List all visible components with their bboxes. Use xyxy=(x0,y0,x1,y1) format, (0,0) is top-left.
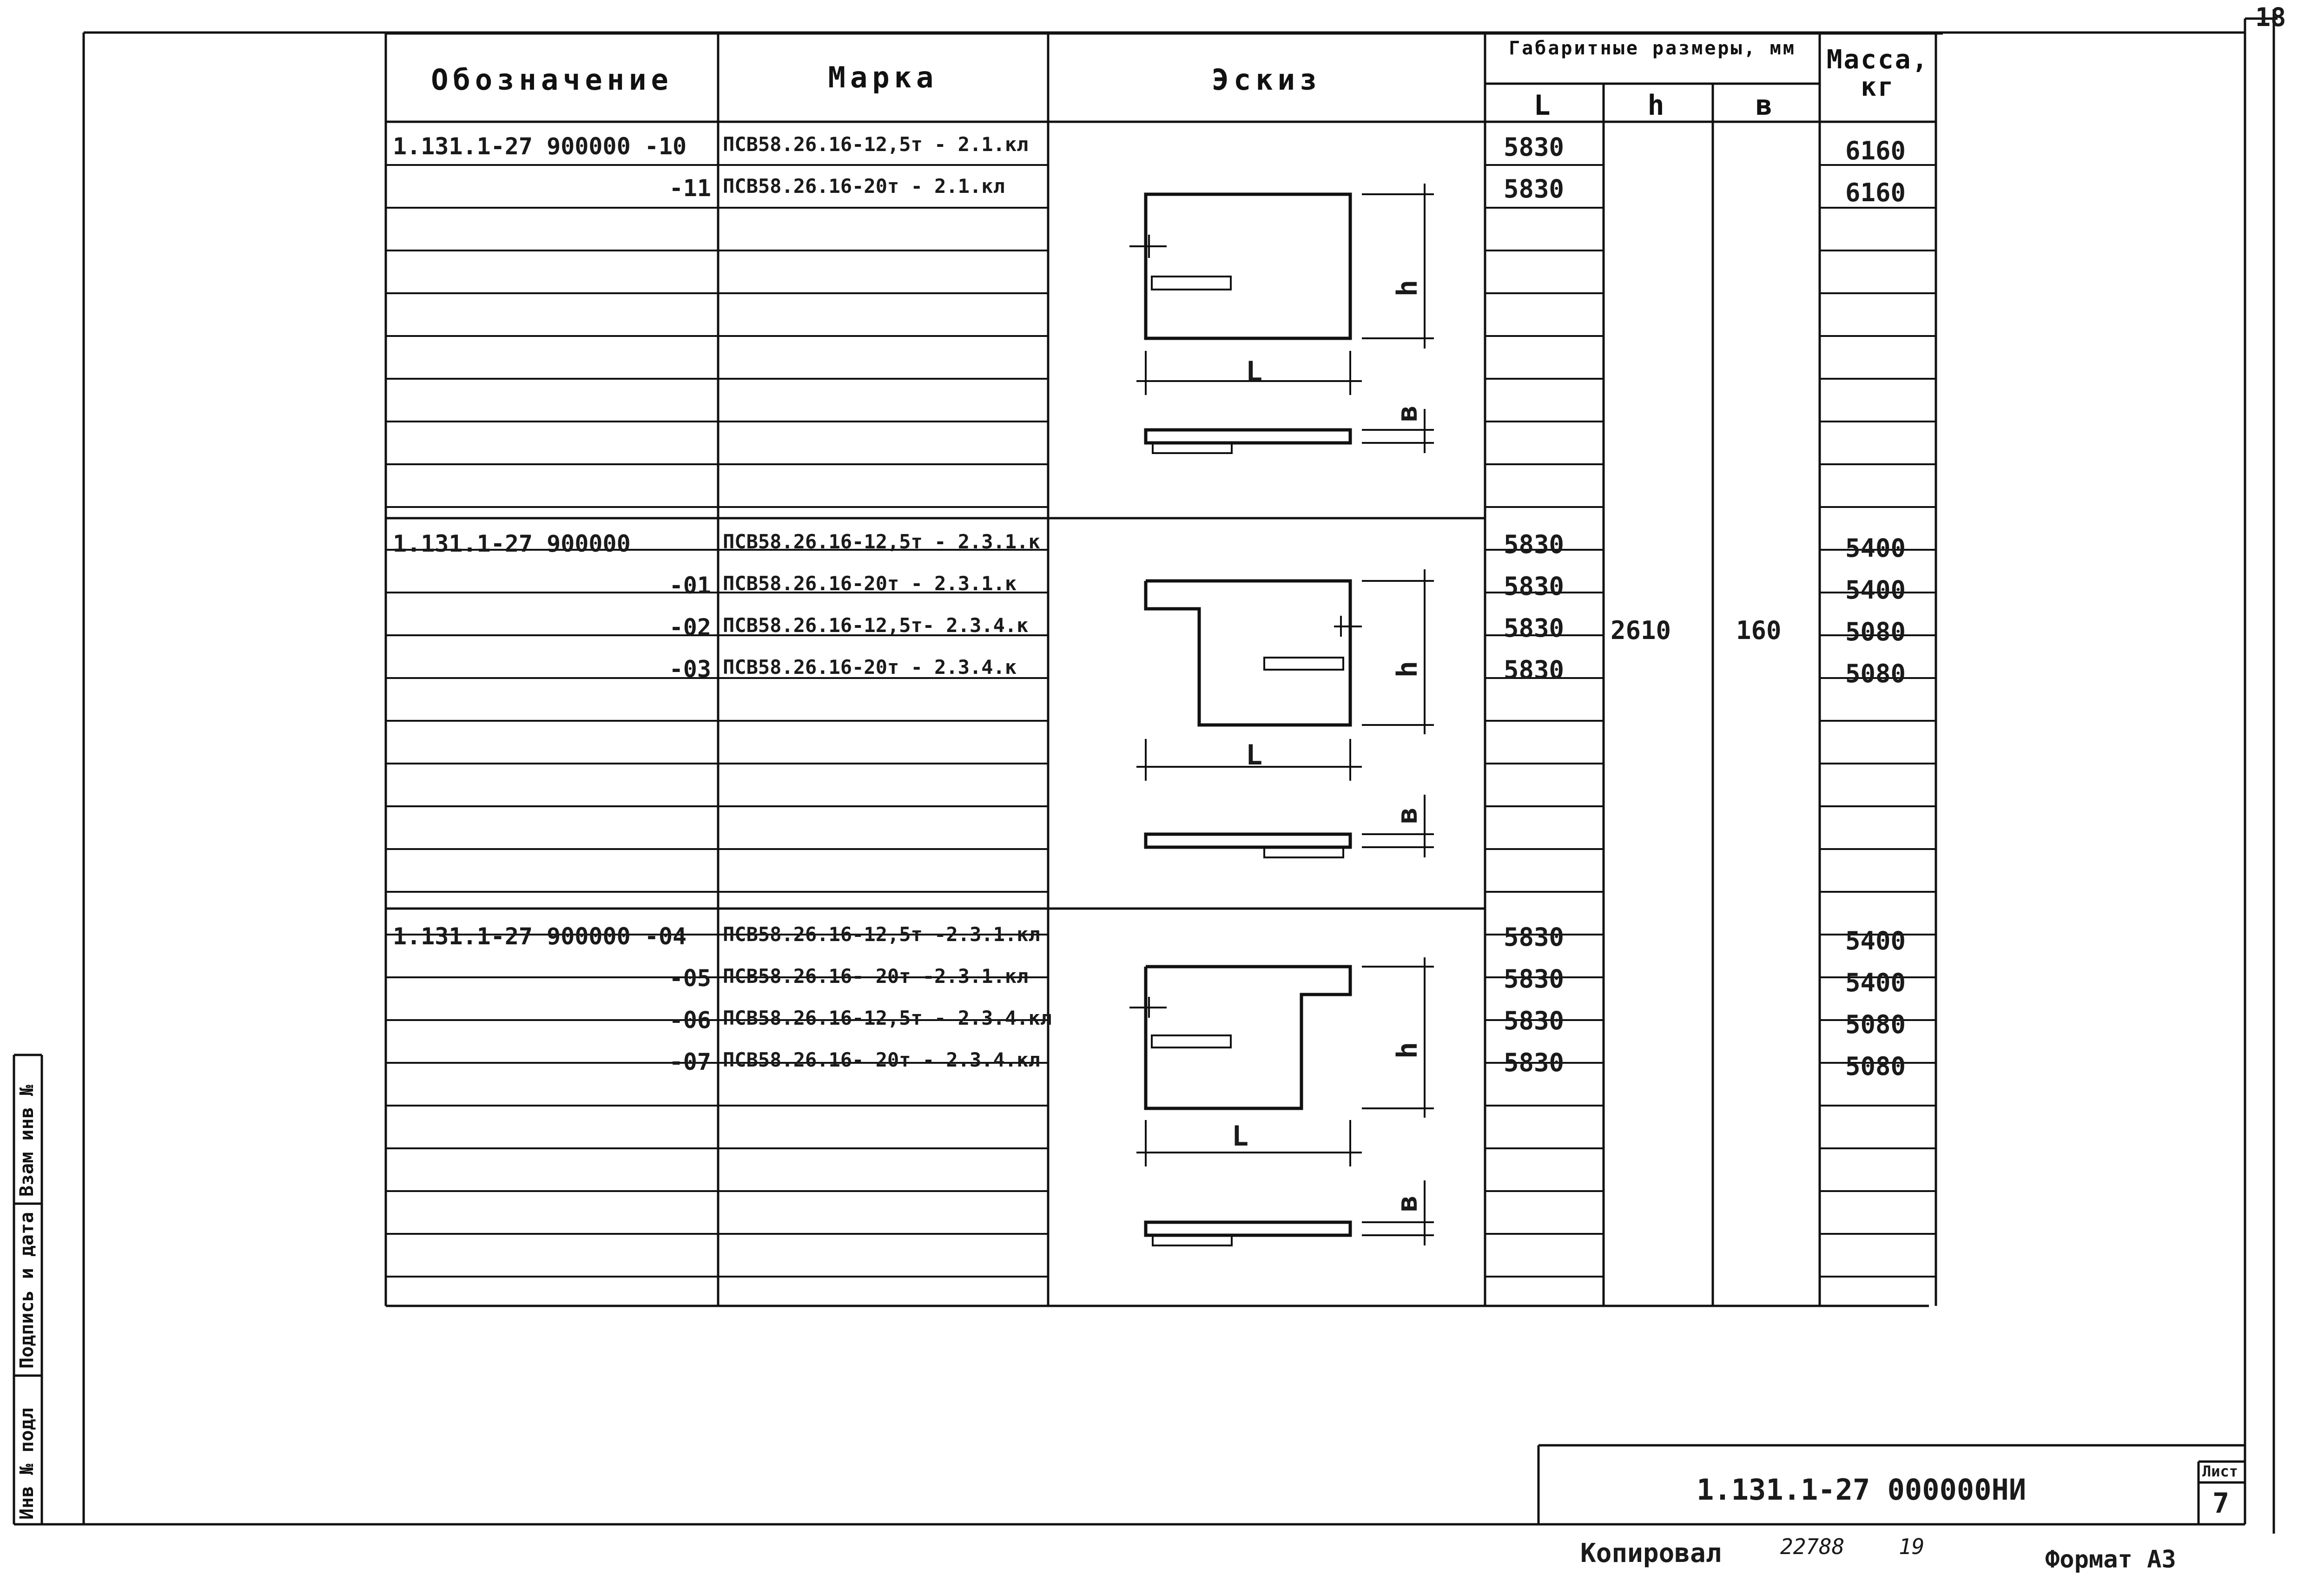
row-1-mark: ПСВ58.26.16-12,5т - 2.1.кл xyxy=(723,133,1029,156)
row-9-length: 5830 xyxy=(1504,1006,1565,1035)
row-10-mark: ПСВ58.26.16- 20т - 2.3.4.кл xyxy=(723,1048,1040,1071)
document-code: 1.131.1-27 000000НИ xyxy=(1697,1473,2027,1507)
side-stamp-inv-podl: Инв № подл xyxy=(16,1408,38,1520)
sketch2-l-label: L xyxy=(1246,739,1263,771)
copied-number: 22788 xyxy=(1780,1534,1845,1559)
sheet-label: Лист xyxy=(2202,1462,2238,1480)
sketch2-h-label: h xyxy=(1391,660,1424,678)
header-mass: Масса, кг xyxy=(1826,45,1929,102)
row-1-designation: 1.131.1-27 900000 -10 xyxy=(393,133,687,160)
header-mark: Марка xyxy=(828,60,938,94)
row-5-designation: -02 xyxy=(669,614,711,641)
row-8-designation: -05 xyxy=(669,965,711,992)
row-9-mass: 5080 xyxy=(1845,1010,1906,1039)
row-4-designation: -01 xyxy=(669,572,711,599)
row-4-mass: 5400 xyxy=(1845,575,1906,605)
side-stamp-vzam-inv: Взам инв № xyxy=(16,1085,38,1197)
sketch1-b-label: в xyxy=(1391,405,1424,422)
row-3-designation: 1.131.1-27 900000 xyxy=(393,530,631,557)
row-7-designation: 1.131.1-27 900000 -04 xyxy=(393,923,687,950)
header-dim-b: в xyxy=(1755,89,1777,122)
sketch1-h-label: h xyxy=(1391,279,1424,297)
format-label: Формат А3 xyxy=(2045,1546,2176,1574)
row-6-mark: ПСВ58.26.16-20т - 2.3.4.к xyxy=(723,656,1017,679)
row-9-mark: ПСВ58.26.16-12,5т - 2.3.4.кл xyxy=(723,1007,1052,1029)
row-7-length: 5830 xyxy=(1504,922,1565,952)
row-2-length: 5830 xyxy=(1504,174,1565,204)
sheet-number: 7 xyxy=(2212,1487,2230,1520)
sketch3-b-label: в xyxy=(1391,1195,1424,1212)
row-3-mark: ПСВ58.26.16-12,5т - 2.3.1.к xyxy=(723,530,1040,553)
row-2-mass: 6160 xyxy=(1845,178,1906,207)
header-dim-h: h xyxy=(1647,89,1669,122)
row-1-length: 5830 xyxy=(1504,132,1565,162)
sketch-panel-1 xyxy=(1129,184,1434,453)
side-stamp-signature-date: Подпись и дата xyxy=(16,1212,38,1369)
row-3-mass: 5400 xyxy=(1845,534,1906,563)
row-9-designation: -06 xyxy=(669,1007,711,1034)
row-3-length: 5830 xyxy=(1504,530,1565,559)
row-1-mass: 6160 xyxy=(1845,136,1906,165)
shared-h-value: 2610 xyxy=(1611,616,1671,645)
row-6-length: 5830 xyxy=(1504,655,1565,685)
sketch-panel-2 xyxy=(1136,569,1434,857)
header-dim-l: L xyxy=(1533,89,1555,122)
sketch2-b-label: в xyxy=(1391,807,1424,824)
header-dimensions: Габаритные размеры, мм xyxy=(1509,38,1796,59)
row-5-mass: 5080 xyxy=(1845,617,1906,646)
row-4-mark: ПСВ58.26.16-20т - 2.3.1.к xyxy=(723,572,1017,595)
row-5-length: 5830 xyxy=(1504,613,1565,643)
row-8-length: 5830 xyxy=(1504,964,1565,994)
row-10-designation: -07 xyxy=(669,1048,711,1075)
row-10-length: 5830 xyxy=(1504,1048,1565,1077)
sketch1-l-label: L xyxy=(1246,356,1263,388)
sketch3-h-label: h xyxy=(1391,1041,1424,1059)
header-designation: Обозначение xyxy=(431,63,673,97)
copied-label: Копировал xyxy=(1580,1538,1722,1568)
row-4-length: 5830 xyxy=(1504,572,1565,601)
copied-extra: 19 xyxy=(1899,1534,1925,1559)
row-7-mass: 5400 xyxy=(1845,926,1906,955)
row-10-mass: 5080 xyxy=(1845,1052,1906,1081)
shared-b-value: 160 xyxy=(1736,616,1782,645)
page-number: 18 xyxy=(2255,2,2286,32)
row-5-mark: ПСВ58.26.16-12,5т- 2.3.4.к xyxy=(723,614,1029,637)
row-2-mark: ПСВ58.26.16-20т - 2.1.кл xyxy=(723,175,1005,198)
row-7-mark: ПСВ58.26.16-12,5т -2.3.1.кл xyxy=(723,923,1040,946)
sketch3-l-label: L xyxy=(1232,1120,1249,1153)
row-8-mark: ПСВ58.26.16- 20т -2.3.1.кл xyxy=(723,965,1029,988)
row-6-designation: -03 xyxy=(669,656,711,683)
header-sketch: Эскиз xyxy=(1211,63,1322,97)
sketch-panel-3 xyxy=(1129,957,1434,1245)
row-8-mass: 5400 xyxy=(1845,968,1906,997)
row-2-designation: -11 xyxy=(669,175,711,202)
row-6-mass: 5080 xyxy=(1845,659,1906,688)
